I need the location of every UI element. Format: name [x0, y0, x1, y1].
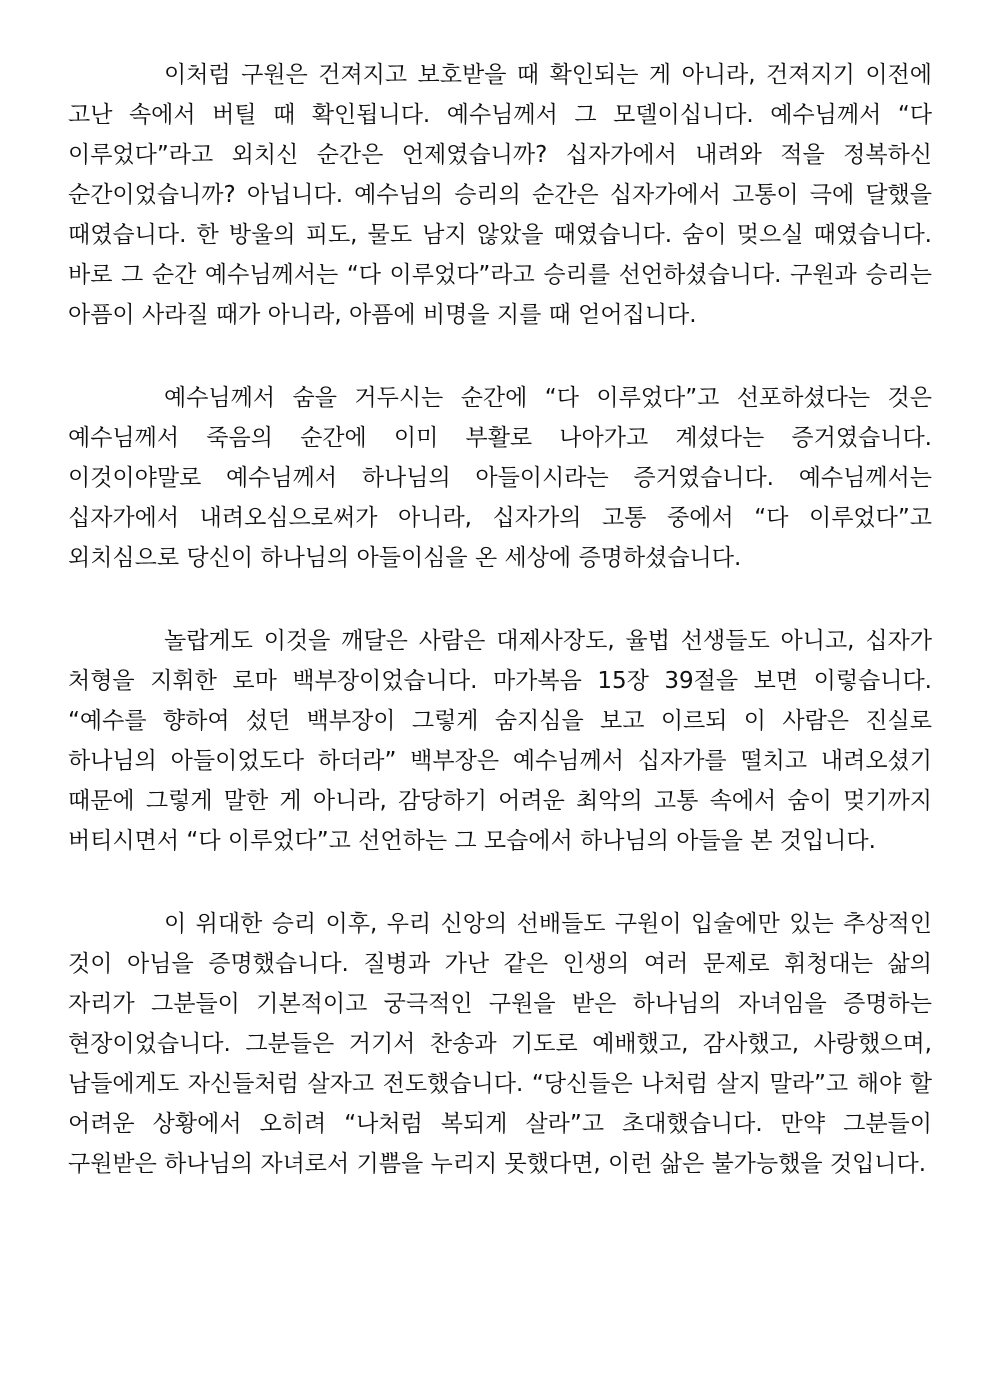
paragraph-4: 이 위대한 승리 이후, 우리 신앙의 선배들도 구원이 입술에만 있는 추상적인 것이 아님을 증명했습니다. 질병과 가난 같은 인생의 여러 문제로 휘청대는 삶의 자리가 그분들이 기본적이고 궁극적인 구원을 받은 하나님의 자녀임을 증명하는 현장이었습니다. 그분들은 거기서 찬송과 기도로 예배했고, 감사했고, 사랑했으며, 남들에게도 자신들처럼 살자고 전도했습니다. “당신들은 나처럼 살지 말라”고 해야 할 어려운 상황에서 오히려 “나처럼 복되게 살라”고 초대했습니다. 만약 그분들이 구원받은 하나님의 자녀로서 기쁨을 누리지 못했다면, 이런 삶은 불가능했을 것입니다.: [68, 911, 932, 1177]
paragraph-1: 이처럼 구원은 건져지고 보호받을 때 확인되는 게 아니라, 건져지기 이전에 고난 속에서 버틸 때 확인됩니다. 예수님께서 그 모델이십니다. 예수님께서 “다 이루었다”라고 외치신 순간은 언제였습니까? 십자가에서 내려와 적을 정복하신 순간이었습니까? 아닙니다. 예수님의 승리의 순간은 십자가에서 고통이 극에 달했을 때였습니다. 한 방울의 피도, 물도 남지 않았을 때였습니다. 숨이 멎으실 때였습니다. 바로 그 순간 예수님께서는 “다 이루었다”라고 승리를 선언하셨습니다. 구원과 승리는 아픔이 사라질 때가 아니라, 아픔에 비명을 지를 때 얻어집니다.: [68, 62, 932, 328]
paragraph-2: 예수님께서 숨을 거두시는 순간에 “다 이루었다”고 선포하셨다는 것은 예수님께서 죽음의 순간에 이미 부활로 나아가고 계셨다는 증거였습니다. 이것이야말로 예수님께서 하나님의 아들이시라는 증거였습니다. 예수님께서는 십자가에서 내려오심으로써가 아니라, 십자가의 고통 중에서 “다 이루었다”고 외치심으로 당신이 하나님의 아들이심을 온 세상에 증명하셨습니다.: [68, 385, 932, 571]
document-body: [68, 55, 932, 1184]
paragraph-3: 놀랍게도 이것을 깨달은 사람은 대제사장도, 율법 선생들도 아니고, 십자가 처형을 지휘한 로마 백부장이었습니다. 마가복음 15장 39절을 보면 이렇습니다. “예수를 향하여 섰던 백부장이 그렇게 숨지심을 보고 이르되 이 사람은 진실로 하나님의 아들이었도다 하더라” 백부장은 예수님께서 십자가를 떨치고 내려오셨기 때문에 그렇게 말한 게 아니라, 감당하기 어려운 최악의 고통 속에서 숨이 멎기까지 버티시면서 “다 이루었다”고 선언하는 그 모습에서 하나님의 아들을 본 것입니다.: [68, 628, 932, 854]
